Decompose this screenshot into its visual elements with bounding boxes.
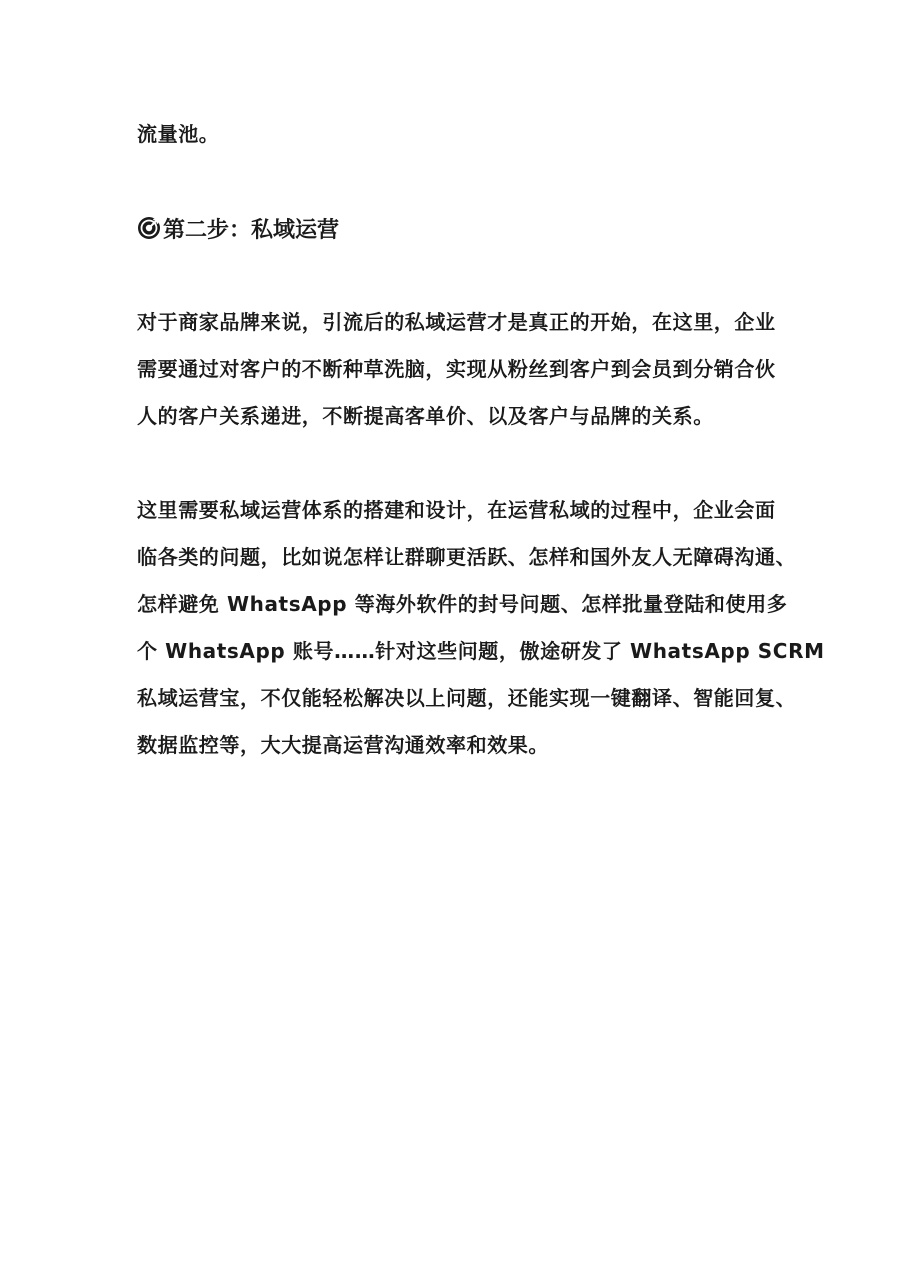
section-heading-text: 第二步：私域运营	[163, 217, 340, 243]
paragraph-line: 对于商家品牌来说，引流后的私域运营才是真正的开始，在这里，企业	[137, 310, 776, 334]
paragraph-line: 私域运营宝，不仅能轻松解决以上问题，还能实现一键翻译、智能回复、	[137, 686, 797, 710]
paragraph-line: 临各类的问题，比如说怎样让群聊更活跃、怎样和国外友人无障碍沟通、	[137, 545, 797, 569]
paragraph-line: 个 WhatsApp 账号……针对这些问题，傲途研发了 WhatsApp SCRM	[137, 639, 825, 663]
intro-line: 流量池。	[137, 122, 220, 146]
paragraph-line: 怎样避免 WhatsApp 等海外软件的封号问题、怎样批量登陆和使用多	[137, 592, 788, 616]
paragraph-line: 这里需要私域运营体系的搭建和设计，在运营私域的过程中，企业会面	[137, 498, 776, 522]
target-icon	[137, 216, 161, 240]
paragraph-line: 人的客户关系递进，不断提高客单价、以及客户与品牌的关系。	[137, 404, 714, 428]
paragraph-line: 需要通过对客户的不断种草洗脑，实现从粉丝到客户到会员到分销合伙	[137, 357, 776, 381]
section-heading	[137, 212, 339, 244]
paragraph-line: 数据监控等，大大提高运营沟通效率和效果。	[137, 733, 549, 757]
